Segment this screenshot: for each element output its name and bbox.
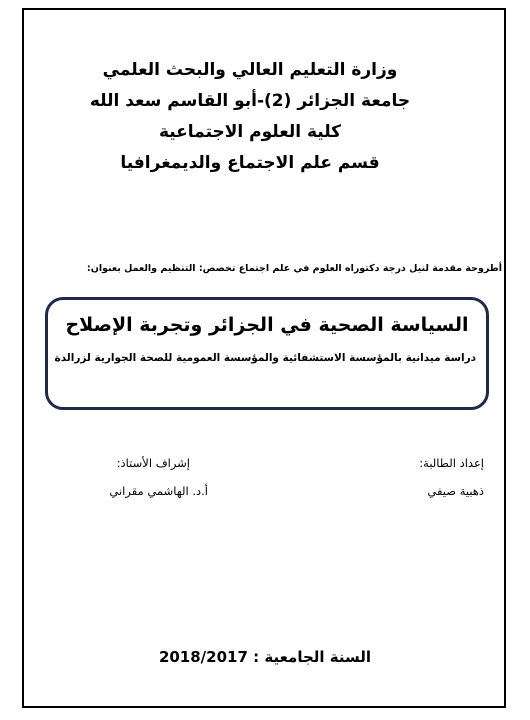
student-name: ذهبية صيفي — [427, 484, 484, 498]
prepared-by-label: إعداد الطالبة: — [419, 456, 484, 470]
university-name: جامعة الجزائر (2)-أبو القاسم سعد الله — [89, 91, 411, 111]
thesis-subtitle: دراسة ميدانية بالمؤسسة الاستشفائية والمؤسسة العمومية للصحة الجوارية لزرالدة — [54, 352, 476, 364]
ministry-name: وزارة التعليم العالي والبحث العلمي — [102, 60, 398, 80]
title-box — [45, 297, 489, 410]
faculty-name: كلية العلوم الاجتماعية — [158, 122, 342, 142]
supervisor-name: أ.د. الهاشمي مقراني — [109, 484, 208, 498]
thesis-title: السياسة الصحية في الجزائر وتجربة الإصلاح — [65, 314, 469, 336]
thesis-intro: أطروحة مقدمة لنيل درجة دكتوراه العلوم في علم اجتماع تخصص: التنظيم والعمل بعنوان: — [86, 263, 502, 274]
supervisor-label: إشراف الأستاذ: — [116, 456, 190, 470]
academic-year: السنة الجامعية : 2018/2017 — [158, 648, 372, 666]
department-name: قسم علم الاجتماع والديمغرافيا — [120, 153, 380, 173]
